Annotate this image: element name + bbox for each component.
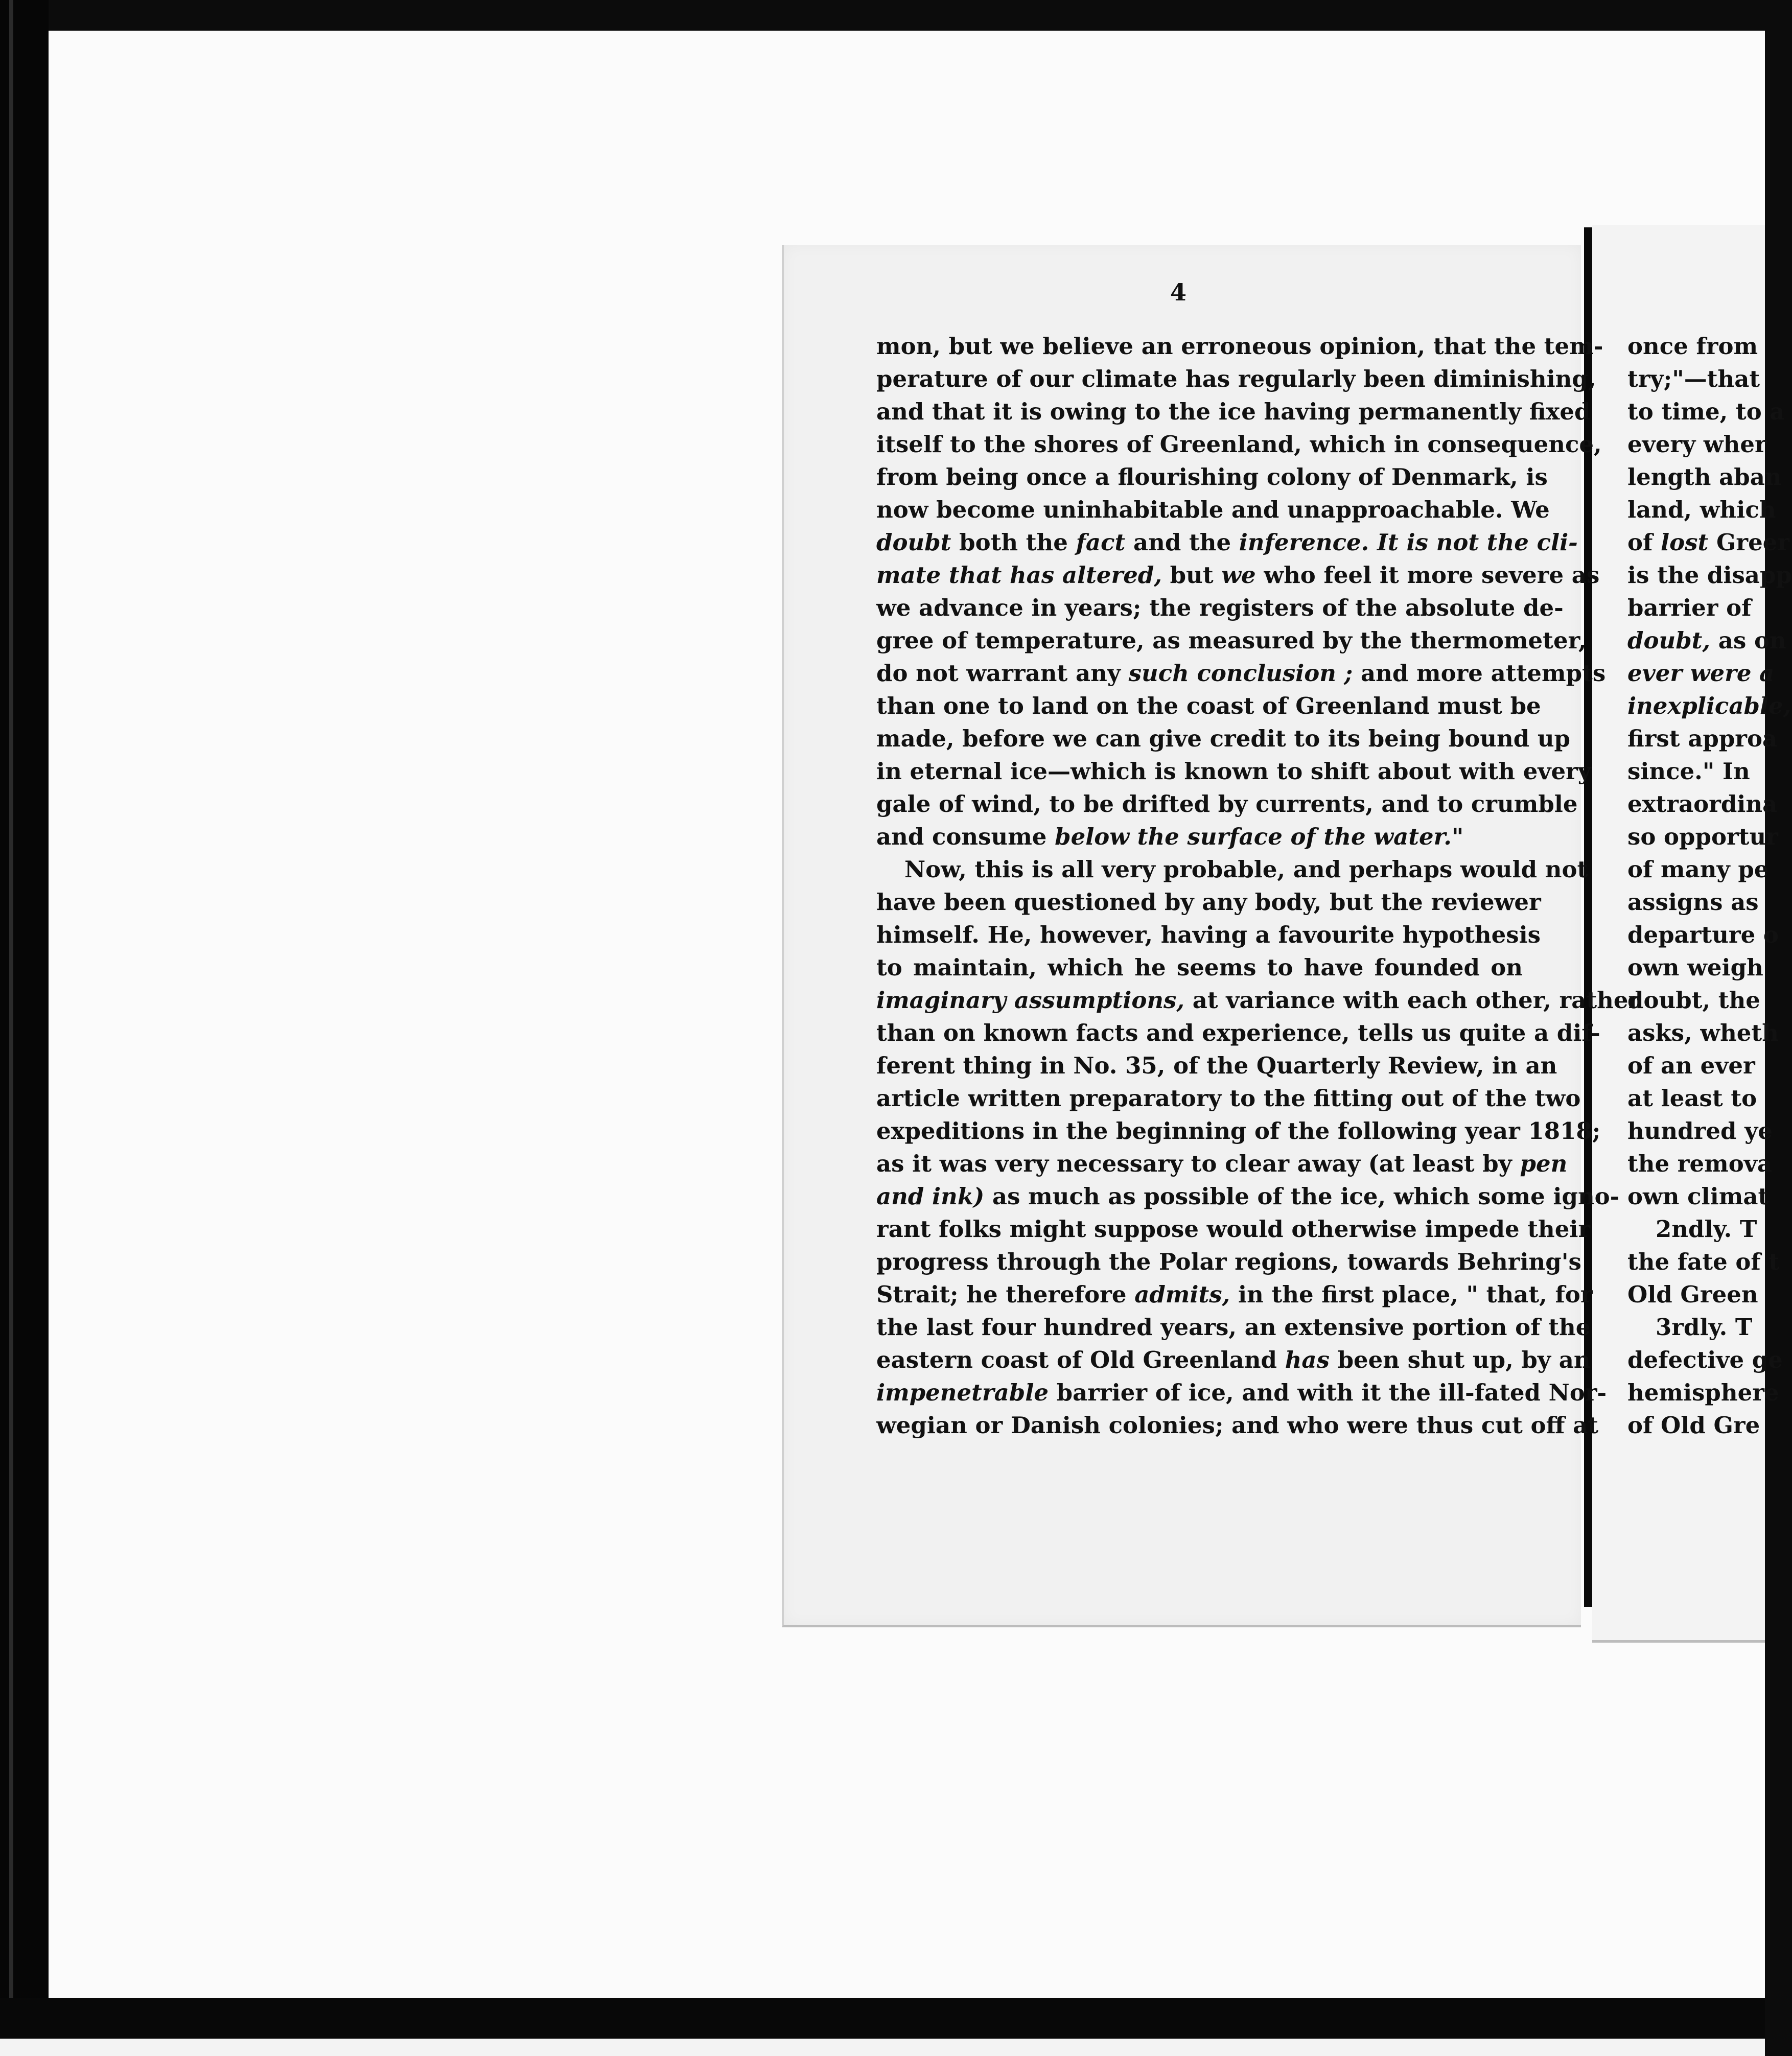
text-line: imaginary assumptions, at variance with each other, rather bbox=[876, 987, 1641, 1014]
text-line: own climat bbox=[1627, 1183, 1769, 1210]
text-line: 3rdly. T bbox=[1656, 1314, 1753, 1341]
text-line: land, which bbox=[1627, 496, 1776, 523]
text-line: wegian or Danish colonies; and who were thus cut off at bbox=[876, 1412, 1599, 1439]
text-line: own weigh bbox=[1627, 954, 1763, 981]
text-line: the remova bbox=[1627, 1150, 1773, 1177]
text-line: to time, to a bbox=[1627, 398, 1785, 425]
text-line: inexplicable, bbox=[1627, 692, 1791, 719]
text-line: as it was very necessary to clear away (at least by pen bbox=[876, 1150, 1568, 1177]
text-line: every wher bbox=[1627, 431, 1767, 458]
text-line: the last four hundred years, an extensive portion of the bbox=[876, 1314, 1591, 1341]
text-line: so opportur bbox=[1627, 823, 1778, 850]
text-line: article written preparatory to the fitting out of the two bbox=[876, 1085, 1581, 1112]
text-line: is the disapp bbox=[1627, 562, 1792, 589]
text-line: do not warrant any such conclusion ; and more attempts bbox=[876, 660, 1606, 687]
text-line: once from bbox=[1627, 333, 1758, 360]
text-line: at least to bbox=[1627, 1085, 1757, 1112]
text-line: length aban bbox=[1627, 463, 1782, 490]
text-line: than on known facts and experience, tells us quite a dif- bbox=[876, 1019, 1600, 1046]
text-line: of lost Greer bbox=[1627, 529, 1790, 556]
text-line: mate that has altered, but we who feel it more severe as bbox=[876, 562, 1600, 589]
text-line: mon, but we believe an erroneous opinion, that the tem- bbox=[876, 333, 1603, 360]
text-line: defective ge bbox=[1627, 1346, 1783, 1373]
text-line: rant folks might suppose would otherwise impede their bbox=[876, 1216, 1591, 1243]
text-line: and that it is owing to the ice having permanently fixed bbox=[876, 398, 1591, 425]
text-line: the fate of t bbox=[1627, 1248, 1780, 1275]
scan-border-left bbox=[0, 0, 49, 2056]
text-line: and consume below the surface of the water." bbox=[876, 823, 1464, 850]
text-line: Now, this is all very probable, and perhaps would not bbox=[904, 856, 1588, 883]
text-line: itself to the shores of Greenland, which in consequence, bbox=[876, 431, 1602, 458]
text-line: ever were a bbox=[1627, 660, 1775, 687]
text-line: Strait; he therefore admits, in the first place, " that, for bbox=[876, 1281, 1593, 1308]
text-line: hemisphere bbox=[1627, 1379, 1779, 1406]
text-line: gale of wind, to be drifted by currents, and to crumble bbox=[876, 790, 1578, 817]
text-line: doubt, as on bbox=[1627, 627, 1786, 654]
text-line: perature of our climate has regularly been diminishing, bbox=[876, 365, 1596, 392]
page-number: 4 bbox=[1170, 278, 1187, 306]
text-line: we advance in years; the registers of the absolute de- bbox=[876, 594, 1564, 621]
text-line: impenetrable barrier of ice, and with it the ill-fated Nor- bbox=[876, 1379, 1607, 1406]
text-line: of Old Gre bbox=[1627, 1412, 1760, 1439]
text-line: asks, wheth bbox=[1627, 1019, 1779, 1046]
text-line: departure o bbox=[1627, 921, 1779, 948]
text-line: from being once a flourishing colony of Denmark, is bbox=[876, 463, 1548, 490]
text-line: first approa bbox=[1627, 725, 1778, 752]
text-line: extraordina bbox=[1627, 790, 1778, 817]
text-line: 2ndly. T bbox=[1656, 1216, 1757, 1243]
text-line: try;"—that bbox=[1627, 365, 1760, 392]
text-line: than one to land on the coast of Greenland must be bbox=[876, 692, 1541, 719]
text-line: in eternal ice—which is known to shift about with every bbox=[876, 758, 1591, 785]
text-line: of many pe bbox=[1627, 856, 1769, 883]
text-line: expeditions in the beginning of the following year 1818; bbox=[876, 1117, 1601, 1144]
scan-edge-line bbox=[9, 0, 13, 2056]
text-line: have been questioned by any body, but the reviewer bbox=[876, 889, 1541, 916]
text-line: to maintain, which he seems to have founded on bbox=[876, 954, 1523, 981]
text-line: and ink) as much as possible of the ice, which some igno- bbox=[876, 1183, 1620, 1210]
text-line: since." In bbox=[1627, 758, 1750, 785]
text-line: assigns as bbox=[1627, 889, 1759, 916]
text-line: ferent thing in No. 35, of the Quarterly Review, in an bbox=[876, 1052, 1557, 1079]
text-line: doubt both the fact and the inference. It is not the cli- bbox=[876, 529, 1578, 556]
text-line: hundred ye bbox=[1627, 1117, 1773, 1144]
text-line: gree of temperature, as measured by the thermometer, bbox=[876, 627, 1587, 654]
text-line: doubt, the bbox=[1627, 987, 1760, 1014]
text-line: Old Green bbox=[1627, 1281, 1758, 1308]
text-line: barrier of bbox=[1627, 594, 1752, 621]
text-line: of an ever bbox=[1627, 1052, 1755, 1079]
text-line: progress through the Polar regions, towards Behring's bbox=[876, 1248, 1581, 1275]
text-line: now become uninhabitable and unapproachable. We bbox=[876, 496, 1550, 523]
text-line: himself. He, however, having a favourite hypothesis bbox=[876, 921, 1541, 948]
text-line: made, before we can give credit to its being bound up bbox=[876, 725, 1571, 752]
text-line: eastern coast of Old Greenland has been shut up, by an bbox=[876, 1346, 1591, 1373]
scan-bottom-strip bbox=[0, 2039, 1765, 2056]
